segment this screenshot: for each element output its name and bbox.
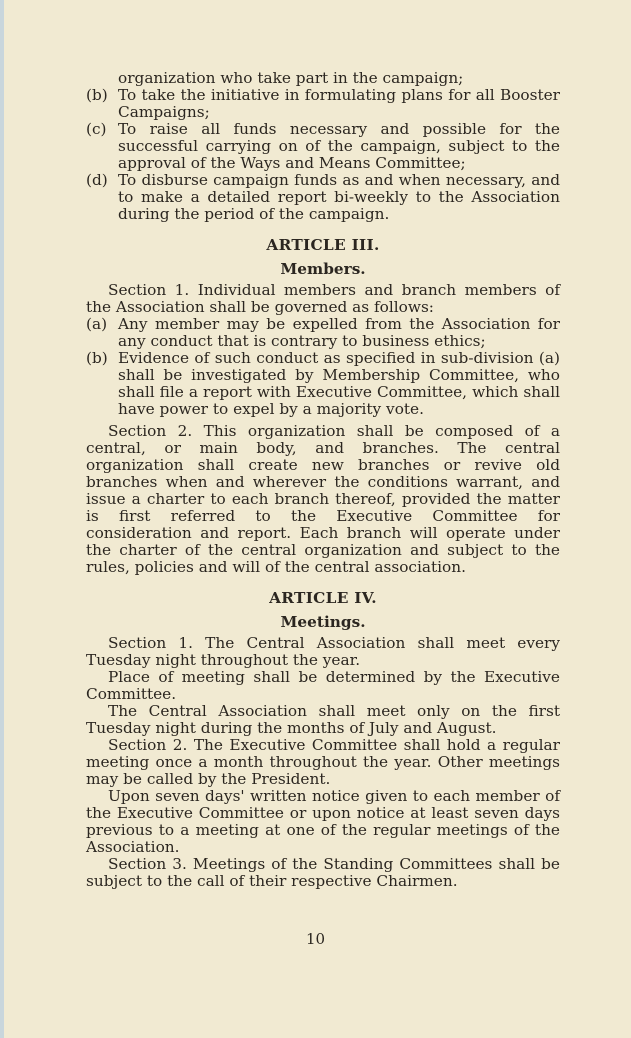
item-label: (a): [86, 315, 108, 333]
article-3-section-2: Section 2. This organization shall be composed of a central, or main body, and branches. The central organization shall create new branches or revive old branches when and wherever the conditions warrant, and issue a charter to each branch thereof, provided the matter is first referred to the Executive Committee for consideration and report. Each branch will operate under the charter of the central organization and subject to the rules, policies and will of the central association.: [86, 422, 560, 576]
list-item-c: [86, 121, 560, 172]
continued-line: organization who take part in the campaign;: [118, 69, 464, 87]
article-4-section-3: Section 3. Meetings of the Standing Committees shall be subject to the call of their respective Chairmen.: [86, 855, 560, 890]
meeting-place: Place of meeting shall be determined by the Executive Committee.: [86, 668, 560, 703]
page-edge: [0, 0, 4, 1038]
item-text: Evidence of such conduct as specified in sub-division (a) shall be investigated by Membership Committee, who shall file a report with Executive Committee, which shall have power to expel by a majority vote.: [118, 349, 560, 418]
list-item-a: [86, 316, 560, 350]
page-body: [86, 70, 560, 890]
item-label: (b): [86, 349, 108, 367]
article-3-title: ARTICLE III.: [266, 236, 380, 254]
item-text: To take the initiative in formulating plans for all Booster Campaigns;: [118, 86, 560, 121]
article-4-subtitle: Meetings.: [280, 613, 366, 631]
article-4-title: ARTICLE IV.: [269, 589, 377, 607]
item-label: (b): [86, 86, 108, 104]
item-text: To raise all funds necessary and possible for the successful carrying on of the campaign, subject to the approval of the Ways and Means Committee;: [118, 120, 560, 172]
article-4-section-2: Section 2. The Executive Committee shall hold a regular meeting once a month throughout the year. Other meetings may be called by the President.: [86, 736, 560, 788]
item-label: (d): [86, 171, 108, 189]
article-3-section-1: Section 1. Individual members and branch members of the Association shall be governed as follows:: [86, 281, 560, 316]
article-4-section-1: Section 1. The Central Association shall meet every Tuesday night throughout the year.: [86, 634, 560, 669]
item-text: Any member may be expelled from the Association for any conduct that is contrary to business ethics;: [118, 315, 560, 350]
page-number: 10: [305, 930, 326, 948]
article-3-subtitle: Members.: [280, 260, 366, 278]
item-text: To disburse campaign funds as and when necessary, and to make a detailed report bi-weekly to the Association during the period of the campaign.: [118, 171, 560, 223]
item-label: (c): [86, 120, 107, 138]
list-item-b: [86, 87, 560, 121]
summer-meetings: The Central Association shall meet only on the first Tuesday night during the months of July and August.: [86, 702, 560, 737]
notice-paragraph: Upon seven days' written notice given to each member of the Executive Committee or upon notice at least seven days previous to a meeting at one of the regular meetings of the Association.: [86, 787, 560, 856]
list-item-d: [86, 172, 560, 223]
list-item-b: [86, 350, 560, 418]
